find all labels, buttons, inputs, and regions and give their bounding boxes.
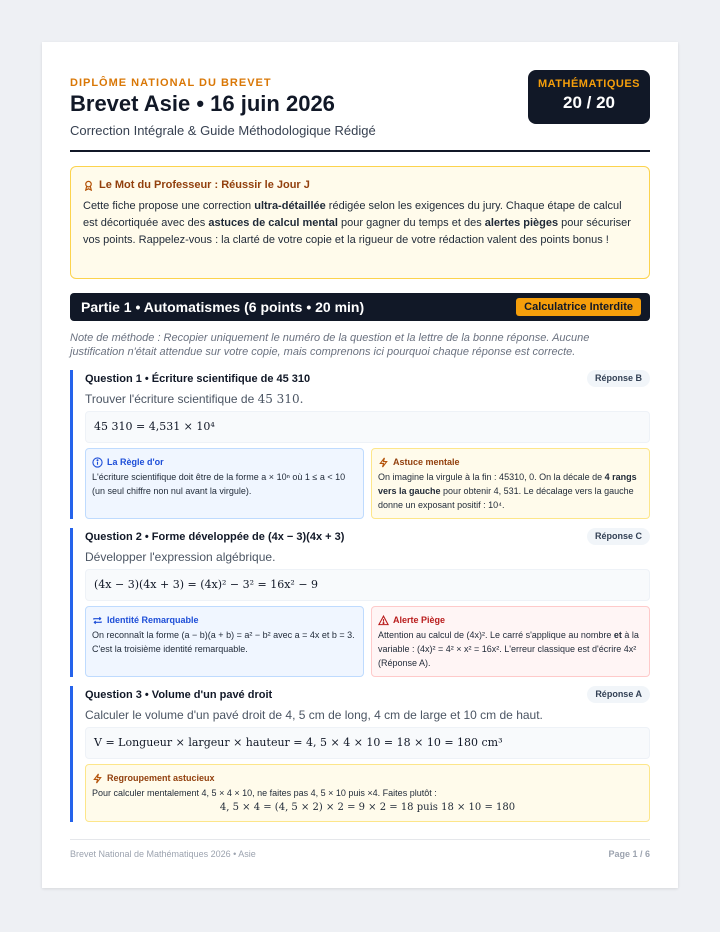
tip-box [371, 448, 650, 519]
identity-box [85, 606, 364, 677]
part-title: Partie 1 • Automatismes (6 points • 20 min) [81, 299, 365, 315]
question-title: Question 2 • Forme développée de (4x − 3)(4x + 3) [85, 531, 345, 543]
footer-left: Brevet National de Mathématiques 2026 • Asie [70, 849, 256, 859]
question-text: Calculer le volume d'un pavé droit de 4, 5 cm de long, 4 cm de large et 10 cm de haut. [85, 708, 543, 722]
page-subtitle: Correction Intégrale & Guide Méthodologique Rédigé [70, 123, 376, 138]
teacher-note [70, 166, 650, 279]
page-title: Brevet Asie • 16 juin 2026 [70, 91, 335, 116]
equation: 45 310 = 4,531 × 10⁴ [85, 411, 650, 443]
exam-kicker: DIPLÔME NATIONAL DU BREVET [70, 77, 272, 89]
answer-badge: Réponse A [587, 686, 650, 703]
teacher-note-title: Le Mot du Professeur : Réussir le Jour J [83, 179, 637, 191]
grouping-box-math: 4, 5 × 4 = (4, 5 × 2) × 2 = 9 × 2 = 18 puis 18 × 10 = 180 [219, 802, 516, 813]
question-text: Trouver l'écriture scientifique de 45 310. [85, 392, 304, 406]
rule-box-text: L'écriture scientifique doit être de la forme a × 10ⁿ où 1 ≤ a < 10 (un seul chiffre non nul avant la virgule). [92, 472, 346, 496]
rule-box-title: La Règle d'or [107, 457, 164, 467]
rule-box [85, 448, 364, 519]
teacher-note-text: Cette fiche propose une correction ultra-détaillée rédigée selon les exigences du jury. Chaque étape de calcul est décortiquée avec des astuces de calcul mental pour gagner du temps et des alertes pièges pour sécuriser vos points. Rappelez-vous : la clarté de votre copie et la rigueur de votre rédaction valent des points bonus ! [83, 200, 631, 246]
identity-box-text: On reconnaît la forme (a − b)(a + b) = a² − b² avec a = 4x et b = 3. C'est la troisième identité remarquable. [92, 630, 355, 654]
grouping-box [85, 764, 650, 822]
tip-box-title: Astuce mentale [393, 457, 460, 467]
tip-box-text: On imagine la virgule à la fin : 45310, 0. On la décale de 4 rangs vers la gauche pour obtenir 4, 531. Le décalage vers la gauche donne un exposant positif : 10⁴. [378, 472, 637, 510]
page-footer [70, 839, 650, 859]
part-header [70, 293, 650, 321]
page-number: Page 1 / 6 [608, 849, 650, 859]
question-title: Question 1 • Écriture scientifique de 45 310 [85, 373, 311, 385]
score-badge [528, 70, 650, 124]
lightning-icon [378, 457, 389, 468]
question-1 [70, 370, 650, 519]
info-icon [92, 457, 103, 468]
answer-badge: Réponse B [587, 370, 650, 387]
warning-box [371, 606, 650, 677]
question-title: Question 3 • Volume d'un pavé droit [85, 689, 273, 701]
answer-badge: Réponse C [587, 528, 650, 545]
question-3 [70, 686, 650, 822]
lightning-icon [92, 773, 103, 784]
warning-box-title: Alerte Piège [393, 615, 446, 625]
question-2 [70, 528, 650, 677]
warning-box-text: Attention au calcul de (4x)². Le carré s'applique au nombre et à la variable : (4x)² = 4² × x² = 16x². L'erreur classique est d'écrire 4x² (Réponse A). [378, 630, 639, 668]
repeat-icon [92, 615, 103, 626]
question-text: Développer l'expression algébrique. [85, 550, 276, 564]
warning-icon [378, 615, 389, 626]
header [70, 70, 650, 152]
identity-box-title: Identité Remarquable [107, 615, 199, 625]
award-icon [83, 180, 94, 191]
equation: V = Longueur × largeur × hauteur = 4, 5 × 4 × 10 = 18 × 10 = 180 cm³ [85, 727, 650, 759]
subject-label: MATHÉMATIQUES [537, 78, 641, 90]
document-page [42, 42, 678, 888]
grouping-box-title: Regroupement astucieux [107, 773, 215, 783]
score-value: 20 / 20 [563, 93, 615, 112]
calculator-badge: Calculatrice Interdite [516, 298, 641, 316]
method-note: Note de méthode : Recopier uniquement le numéro de la question et la lettre de la bonne réponse. Aucune justification n'était attendue sur votre copie, mais comprenons ici pourquoi chaque réponse est correcte. [70, 332, 590, 358]
grouping-box-text: Pour calculer mentalement 4, 5 × 4 × 10, ne faites pas 4, 5 × 10 puis ×4. Faites plutôt : [92, 788, 437, 798]
equation: (4x − 3)(4x + 3) = (4x)² − 3² = 16x² − 9 [85, 569, 650, 601]
